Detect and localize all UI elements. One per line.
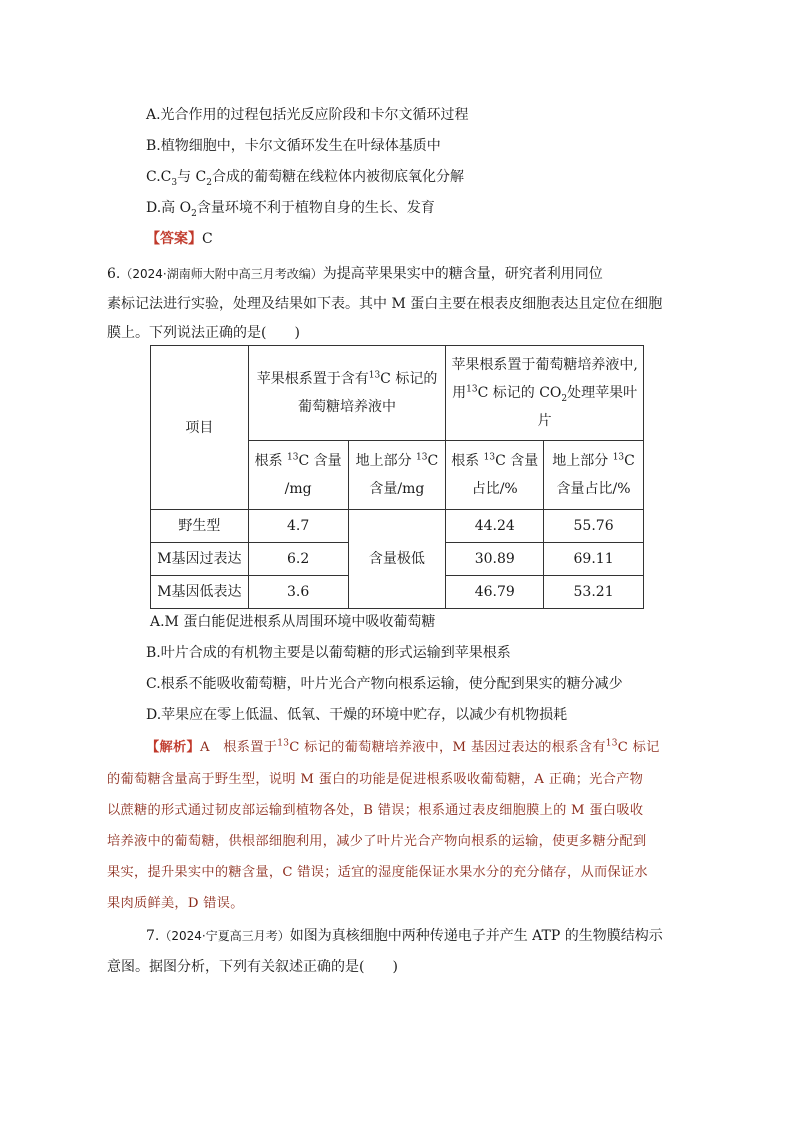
table-col-above-pct: 地上部分 $^{13}$C 含量占比/% [544,441,644,510]
row-root-pct: 30.89 [446,543,544,576]
q5-option-c: $C.C_3$与 $C_2$合成的葡萄糖在线粒体内被彻底氧化分解 [146,169,465,188]
q6-option-a: A.M 蛋白能促进根系从周围环境中吸收葡萄糖 [150,614,436,630]
q6-option-b: B.叶片合成的有机物主要是以葡萄糖的形式运输到苹果根系 [146,645,511,661]
q7-stem-line2: 意图。据图分析，下列有关叙述正确的是( ) [107,959,398,975]
row-above-pct: 69.11 [544,543,644,576]
row-root-pct: 44.24 [446,510,544,543]
q6-stem-line1: 6.（2024·湖南师大附中高三月考改编）为提高苹果果实中的糖含量，研究者利用同位 [107,266,603,282]
q6-analysis-line3: 以蔗糖的形式通过韧皮部运输到植物各处，B 错误；根系通过表皮细胞膜上的 M 蛋白吸收 [107,803,644,818]
row-above-pct: 55.76 [544,510,644,543]
q6-option-d: D.苹果应在零上低温、低氧、干燥的环境中贮存，以减少有机物损耗 [146,707,568,723]
table-header-item: 项目 [151,346,249,510]
merged-above-mg: 含量极低 [348,510,446,609]
table-group1-header: 苹果根系置于含有$^{13}$C 标记的 葡萄糖培养液中 [248,346,446,441]
q7-stem-line1: 7.（2024·宁夏高三月考）如图为真核细胞中两种传递电子并产生 ATP 的生物膜结构示 [146,928,663,944]
row-root-mg: 6.2 [248,543,348,576]
q5-option-d: D.高 $O_2$含量环境不利于植物自身的生长、发育 [146,200,435,219]
q5-answer [146,228,213,248]
table-row [151,510,644,543]
table-col-above-mg: 地上部分 $^{13}$C 含量/mg [348,441,446,510]
answer-value: C [202,231,213,247]
row-name: M基因低表达 [151,576,249,609]
row-root-mg: 4.7 [248,510,348,543]
row-root-pct: 46.79 [446,576,544,609]
row-root-mg: 3.6 [248,576,348,609]
row-name: M基因过表达 [151,543,249,576]
q6-stem-line2: 素标记法进行实验，处理及结果如下表。其中 M 蛋白主要在根表皮细胞表达且定位在细胞 [107,296,663,312]
q6-analysis-line4: 培养液中的葡萄糖，供根部细胞利用，减少了叶片光合产物向根系的运输，使更多糖分配到 [107,834,647,849]
table-col-root-pct: 根系 $^{13}$C 含量 占比/% [446,441,544,510]
q6-analysis-line5: 果实，提升果实中的糖含量，C 错误；适宜的湿度能保证水果水分的充分储存，从而保证水 [107,865,648,880]
row-above-pct: 53.21 [544,576,644,609]
q6-stem-line3: 膜上。下列说法正确的是( ) [107,325,300,341]
q6-analysis-line2: 的葡萄糖含量高于野生型，说明 M 蛋白的功能是促进根系吸收葡萄糖，A 正确；光合产物 [107,772,644,787]
q6-analysis-line6: 果肉质鲜美，D 错误。 [107,896,244,911]
answer-label: 【答案】 [146,231,202,247]
q5-option-b: B.植物细胞中，卡尔文循环发生在叶绿体基质中 [146,138,441,154]
q6-source: （2024·湖南师大附中高三月考改编） [120,267,323,281]
table-group2-header: 苹果根系置于葡萄糖培养液中, 用$^{13}$C 标记的 $CO_2$处理苹果叶 片 [446,346,644,441]
q5-option-a: A.光合作用的过程包括光反应阶段和卡尔文循环过程 [146,107,469,123]
q7-source: （2024·宁夏高三月考） [159,929,290,943]
q6-analysis-line1: 【解析】A 根系置于$^{13}$C 标记的葡萄糖培养液中，M 基因过表达的根系含有$^{13}$C 标记 [146,738,660,755]
q6-data-table [150,345,644,609]
q6-option-c: C.根系不能吸收葡萄糖，叶片光合产物向根系运输，使分配到果实的糖分减少 [146,676,623,692]
analysis-label: 【解析】 [146,740,200,755]
row-name: 野生型 [151,510,249,543]
table-col-root-mg: 根系 $^{13}$C 含量 /mg [248,441,348,510]
